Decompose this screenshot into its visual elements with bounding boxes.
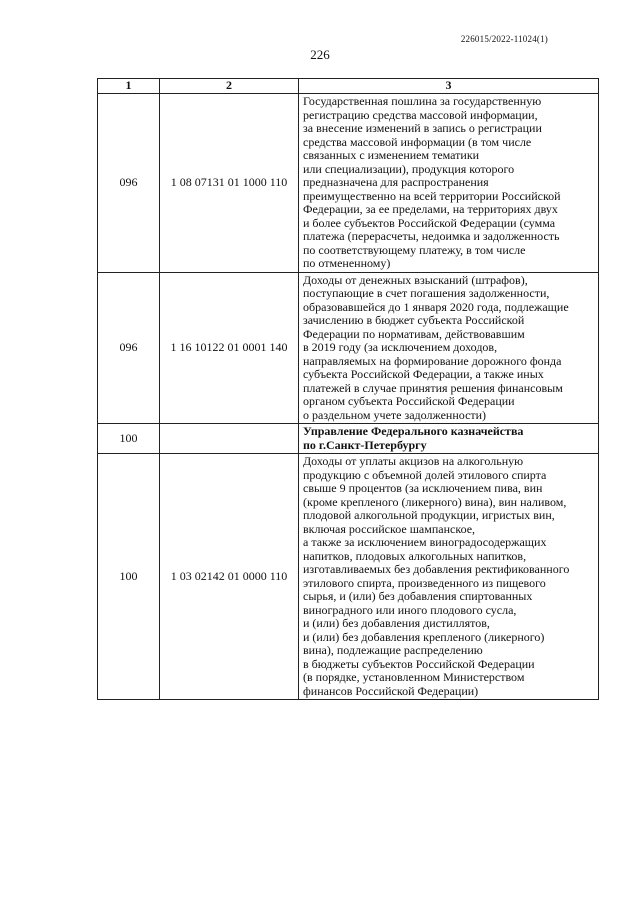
description-line: связанных с изменением тематики: [303, 148, 480, 162]
table-row: [98, 272, 599, 424]
description-line: органом субъекта Российской Федерации: [303, 394, 515, 408]
admin-code-cell: 096: [98, 94, 160, 273]
description-cell: [299, 94, 599, 273]
description-cell: [299, 272, 599, 424]
description-line: средства массовой информации (в том числе: [303, 134, 532, 149]
description-line: в 2019 году (за исключением доходов,: [303, 340, 498, 354]
description-line: регистрацию средства массовой информации,: [303, 107, 538, 122]
column-header-1: 1: [98, 79, 160, 94]
description-line: предназначена для распространения: [303, 175, 489, 189]
description-line: платежей в случае принятия решения финансовым: [303, 380, 563, 395]
budget-code-cell: 1 16 10122 01 0001 140: [160, 272, 299, 424]
description-line: напитков, плодовых алкогольных напитков,: [303, 548, 527, 563]
description-line: Управление Федерального казначейства: [303, 424, 524, 438]
admin-code-cell: 100: [98, 424, 160, 454]
budget-code-cell: 1 08 07131 01 1000 110: [160, 94, 299, 273]
revenue-table: [97, 78, 599, 700]
description-line: Доходы от уплаты акцизов на алкогольную: [303, 454, 524, 468]
description-line: преимущественно на всей территории Российской: [303, 188, 561, 203]
description-line: этилового спирта, произведенного из пищевого: [303, 575, 546, 590]
description-line: и (или) без добавления крепленого (ликерного): [303, 629, 545, 644]
table-row: [98, 454, 599, 700]
description-line: и более субъектов Российской Федерации (сумма: [303, 215, 556, 230]
table-header-row: [98, 79, 599, 94]
description-line: Доходы от денежных взысканий (штрафов),: [303, 272, 528, 287]
description-line: Федерации по нормативам, действовавшим: [303, 326, 525, 341]
table-row: [98, 424, 599, 454]
description-line: (в порядке, установленном Министерством: [303, 670, 525, 684]
description-line: вина), подлежащие распределению: [303, 643, 483, 657]
column-header-3: 3: [299, 79, 599, 94]
description-line: по соответствующему платежу, в том числе: [303, 242, 526, 257]
column-header-2: 2: [160, 79, 299, 94]
description-line: или специализации), продукция которого: [303, 161, 515, 176]
description-line: субъекта Российской Федерации, а также иных: [303, 367, 544, 381]
description-line: изготавливаемых без добавления ректификованного: [303, 562, 570, 576]
description-cell: [299, 454, 599, 700]
budget-code-cell: 1 03 02142 01 0000 110: [160, 454, 299, 700]
table-row: [98, 94, 599, 273]
description-line: о раздельном учете задолженности): [303, 407, 487, 422]
description-line: образовавшейся до 1 января 2020 года, подлежащие: [303, 299, 569, 314]
description-line: по отмененному): [303, 256, 391, 270]
budget-code-cell: [160, 424, 299, 454]
page-number: 226: [310, 47, 330, 62]
description-line: в бюджеты субъектов Российской Федерации: [303, 656, 535, 671]
description-line: поступающие в счет погашения задолженности,: [303, 286, 550, 300]
description-line: финансов Российской Федерации): [303, 683, 479, 698]
description-line: Государственная пошлина за государственную: [303, 94, 542, 108]
description-line: и (или) без добавления дистиллятов,: [303, 616, 490, 630]
description-line: включая российское шампанское,: [303, 521, 476, 536]
description-line: продукцию с объемной долей этилового спирта: [303, 467, 547, 482]
admin-code-cell: 100: [98, 454, 160, 700]
description-line: виноградного или иного плодового сусла,: [303, 602, 517, 617]
description-line: направляемых на формирование дорожного фонда: [303, 353, 562, 368]
description-line: а также за исключением виноградосодержащих: [303, 535, 547, 549]
description-cell: [299, 424, 599, 454]
description-line: (кроме крепленого (ликерного) вина), вин наливом,: [303, 494, 567, 509]
description-line: плодовой алкогольной продукции, игристых вин,: [303, 508, 555, 522]
document-id: 226015/2022-11024(1): [460, 34, 548, 44]
admin-code-cell: 096: [98, 272, 160, 424]
description-line: зачислению в бюджет субъекта Российской: [303, 313, 525, 327]
description-line: сырья, и (или) без добавления спиртованных: [303, 589, 533, 603]
description-line: Федерации, за ее пределами, на территориях двух: [303, 202, 558, 216]
description-line: по г.Санкт-Петербургу: [303, 437, 427, 452]
table-body: [98, 94, 599, 700]
description-line: за внесение изменений в запись о регистрации: [303, 121, 542, 135]
description-line: платежа (перерасчеты, недоимка и задолженность: [303, 229, 560, 243]
description-line: свыше 9 процентов (за исключением пива, вин: [303, 481, 543, 495]
